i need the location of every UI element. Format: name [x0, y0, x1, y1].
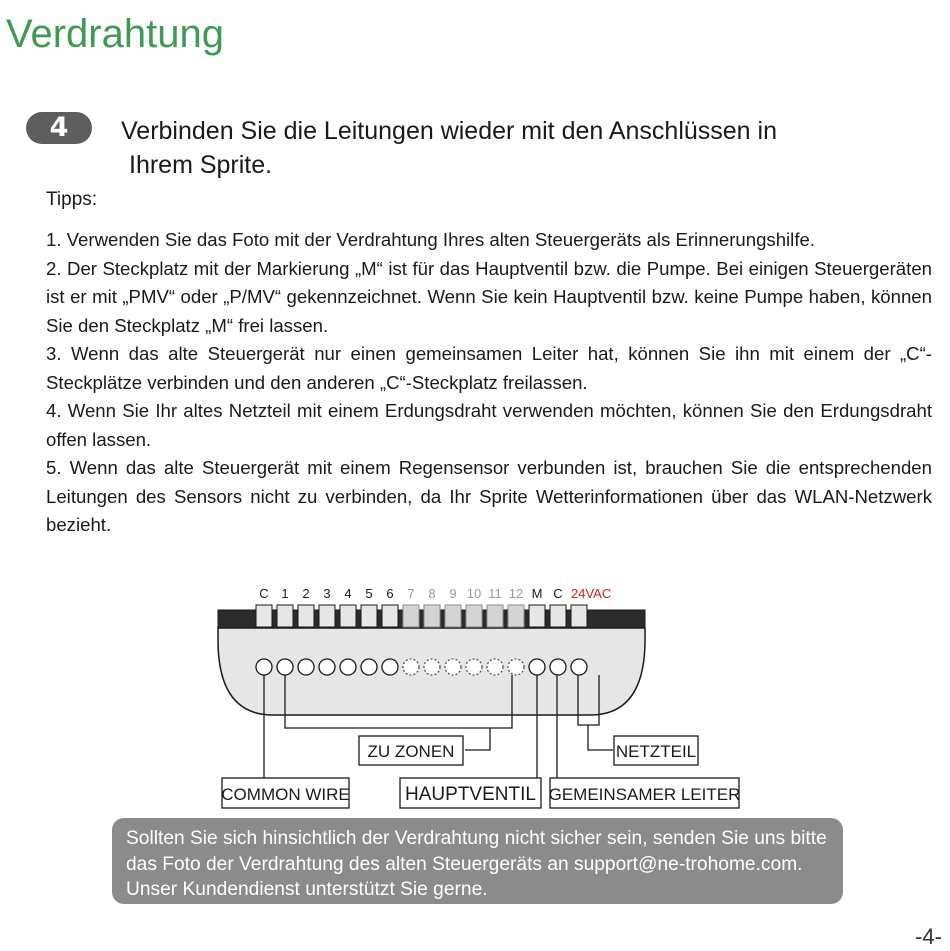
terminal-clamp: [550, 605, 566, 627]
terminal-clamp: [256, 605, 272, 627]
terminal-hole: [466, 659, 482, 675]
tip-item: 4. Wenn Sie Ihr altes Netzteil mit einem Erdungsdraht verwenden möchten, können Sie den Erdungsdraht offen lassen.: [46, 400, 932, 450]
page-title: Verdrahtung: [6, 12, 224, 56]
terminal-clamp: [424, 605, 440, 627]
tips-list: [46, 226, 932, 540]
wiring-diagram: [0, 570, 950, 815]
terminal-hole: [298, 659, 314, 675]
step-number-badge: 4: [26, 112, 92, 144]
terminal-label: 4: [344, 586, 352, 601]
terminal-hole: [340, 659, 356, 675]
terminal-label: 11: [488, 586, 502, 601]
terminal-label: C: [553, 586, 563, 601]
terminal-hole: [256, 659, 272, 675]
terminal-label: 12: [508, 586, 524, 601]
terminal-clamp: [487, 605, 503, 627]
terminal-clamp: [319, 605, 335, 627]
terminal-hole: [445, 659, 461, 675]
terminal-label: 24VAC: [571, 586, 612, 601]
zones-leader-line: [465, 728, 490, 750]
terminal-hole: [571, 659, 587, 675]
step-instruction-line-2: Ihrem Sprite.: [129, 151, 273, 179]
terminal-hole: [403, 659, 419, 675]
terminal-label: 3: [323, 586, 331, 601]
tip-item: 1. Verwenden Sie das Foto mit der Verdrahtung Ihres alten Steuergeräts als Erinnerungshilfe.: [46, 229, 815, 250]
terminal-clamp: [277, 605, 293, 627]
terminal-hole: [508, 659, 524, 675]
tip-item: 3. Wenn das alte Steuergerät nur einen gemeinsamen Leiter hat, können Sie ihn mit einem der „C“-Steckplätze verbinden und den anderen „C“-Steckplatz freilassen.: [46, 343, 932, 393]
terminal-clamp: [466, 605, 482, 627]
terminal-hole: [550, 659, 566, 675]
tip-item: 5. Wenn das alte Steuergerät mit einem Regensensor verbunden ist, brauchen Sie die entsprechenden Leitungen des Sensors nicht zu verbinden, da Ihr Sprite Wetterinformationen über das WLAN-Netzwerk bezieht.: [46, 457, 932, 535]
terminal-clamp: [382, 605, 398, 627]
terminal-label: 6: [386, 586, 394, 601]
terminal-hole: [487, 659, 503, 675]
terminal-clamp: [340, 605, 356, 627]
master-valve-label: HAUPTVENTIL: [405, 784, 536, 805]
terminal-label: 5: [365, 586, 373, 601]
terminal-label: 9: [449, 586, 457, 601]
tips-label: Tipps:: [46, 189, 98, 210]
terminal-label: 10: [466, 586, 482, 601]
terminal-label: 8: [428, 586, 436, 601]
terminal-clamp: [361, 605, 377, 627]
common-wire-label: COMMON WIRE: [221, 785, 350, 804]
page-number: -4-: [915, 924, 942, 949]
step-instruction: [121, 114, 777, 182]
common-leader-label: GEMEINSAMER LEITER: [548, 785, 741, 804]
terminal-clamp: [403, 605, 419, 627]
terminal-hole: [277, 659, 293, 675]
terminal-label: C: [259, 586, 269, 601]
terminal-hole: [529, 659, 545, 675]
support-notice: Sollten Sie sich hinsichtlich der Verdrahtung nicht sicher sein, senden Sie uns bitte das Foto der Verdrahtung des alten Steuergeräts an support@ne-trohome.com. Unser Kundendienst unterstützt Sie gerne.: [112, 818, 843, 904]
terminal-clamp: [508, 605, 524, 627]
power-label: NETZTEIL: [615, 742, 697, 761]
terminal-hole: [361, 659, 377, 675]
terminal-clamp: [445, 605, 461, 627]
terminal-label: 1: [281, 586, 289, 601]
terminal-hole: [382, 659, 398, 675]
zones-label: ZU ZONEN: [367, 742, 455, 761]
terminal-hole: [319, 659, 335, 675]
terminal-label: 7: [407, 586, 415, 601]
terminal-clamp: [529, 605, 545, 627]
terminal-hole: [424, 659, 440, 675]
terminal-clamp: [571, 605, 587, 627]
terminal-label: M: [531, 586, 543, 601]
power-leader-line: [588, 725, 613, 750]
step-instruction-line-1: Verbinden Sie die Leitungen wieder mit den Anschlüssen in: [121, 117, 777, 145]
terminal-label: 2: [302, 586, 310, 601]
tip-item: 2. Der Steckplatz mit der Markierung „M“ ist für das Hauptventil bzw. die Pumpe. Bei einigen Steuergeräten ist er mit „PMV“ oder „P/MV“ gekennzeichnet. Wenn Sie kein Hauptventil bzw. keine Pumpe haben, können Sie den Steckplatz „M“ frei lassen.: [46, 257, 932, 336]
terminal-clamp: [298, 605, 314, 627]
